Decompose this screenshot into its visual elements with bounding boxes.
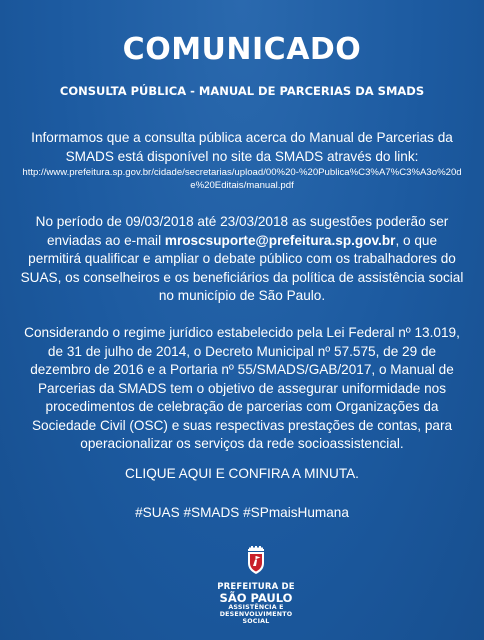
logo-department-line3: SOCIAL [242, 618, 270, 625]
suggestions-text-end: , o que permitirá qualificar e ampliar o debate público com os trabalhadores do SUAS, os conselheiros e os beneficiários da política de assistência social no município de São Paulo. [20, 232, 464, 303]
hashtags: #SUAS #SMADS #SPmaisHumana [135, 505, 349, 520]
page-title: COMUNICADO [122, 32, 362, 67]
page-subtitle: CONSULTA PÚBLICA - MANUAL DE PARCERIAS DA SMADS [59, 84, 425, 98]
intro-paragraph: Informamos que a consulta pública acerca do Manual de Parcerias da SMADS está disponível no site da SMADS através do link: [31, 130, 453, 164]
logo-department-line1: ASSISTÊNCIA E [228, 604, 284, 611]
prefeitura-logo [212, 546, 300, 625]
legal-context-paragraph: Considerando o regime jurídico estabelecido pela Lei Federal nº 13.019, de 31 de julho de 2014, o Decreto Municipal nº 57.575, de 29 de dezembro de 2016 e a Portaria nº 55/SMADS/GAB/2017, o Manual de Parcerias da SMADS tem o objetivo de assegurar uniformidade nos procedimentos de celebração de parcerias com Organizações da Sociedade Civil (OSC) e suas respectivas prestações de contas, para operacionalizar os serviços da rede socioassistencial. [24, 325, 460, 451]
view-draft-link[interactable]: CLIQUE AQUI E CONFIRA A MINUTA. [125, 466, 359, 481]
manual-link[interactable]: http://www.prefeitura.sp.gov.br/cidade/secretarias/upload/00%20-%20Publica%C3%A7%C3%A3o%20de%20Editais/manual.pdf [22, 167, 462, 191]
logo-prefeitura-text: PREFEITURA DE [217, 582, 295, 592]
contact-email: mroscsuporte@prefeitura.sp.gov.br [164, 232, 396, 248]
logo-city-text: SÃO PAULO [219, 591, 293, 605]
logo-department-line2: DESENVOLVIMENTO [219, 611, 293, 618]
suggestions-text-start: No período de 09/03/2018 até 23/03/2018 as sugestões poderão ser enviadas ao e-mail [35, 214, 449, 248]
suggestions-paragraph [20, 213, 464, 306]
sao-paulo-coat-of-arms-icon [244, 546, 268, 576]
